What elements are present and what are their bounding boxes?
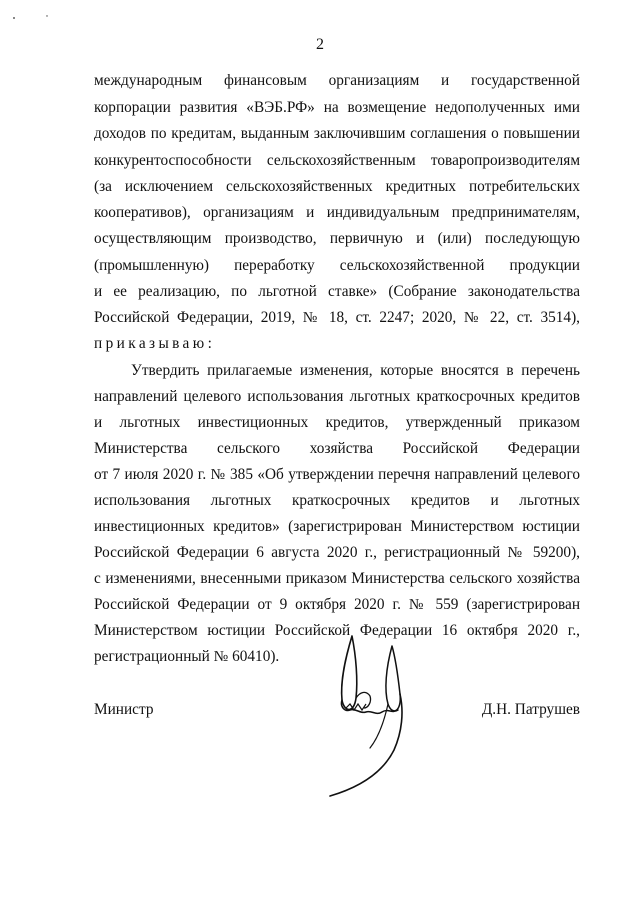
text-line: корпорации развития «ВЭБ.РФ» на возмещение недополученных ими	[94, 99, 580, 116]
text-line: доходов по кредитам, выданным заключившим соглашения о повышении	[94, 125, 580, 142]
page-number: 2	[316, 36, 324, 53]
handwritten-signature	[300, 628, 430, 798]
text-line: Утвердить прилагаемые изменения, которые вносятся в перечень	[131, 362, 580, 379]
text-line: Российской Федерации 6 августа 2020 г., регистрационный № 59200),	[94, 544, 580, 561]
signatory-name: Д.Н. Патрушев	[481, 701, 580, 718]
text-line: и льготных инвестиционных кредитов, утвержденный приказом	[94, 414, 580, 431]
text-line: Российской Федерации от 9 октября 2020 г. № 559 (зарегистрирован	[94, 596, 580, 613]
signatory-title: Министр	[94, 701, 154, 718]
text-line: инвестиционных кредитов» (зарегистрирован Министерством юстиции	[94, 518, 580, 535]
text-line: от 7 июля 2020 г. № 385 «Об утверждении перечня направлений целевого	[94, 466, 580, 483]
text-line: направлений целевого использования льготных краткосрочных кредитов	[94, 388, 580, 405]
text-line: Российской Федерации, 2019, № 18, ст. 2247; 2020, № 22, ст. 3514),	[94, 309, 580, 326]
text-line: (промышленную) переработку сельскохозяйственной продукции	[94, 257, 580, 274]
text-line: регистрационный № 60410).	[94, 648, 280, 665]
text-line: осуществляющим производство, первичную и (или) последующую	[94, 230, 580, 247]
text-line: Министерством юстиции Российской Федерации 16 октября 2020 г.,	[94, 622, 580, 639]
text-line: (за исключением сельскохозяйственных кредитных потребительских	[94, 178, 580, 195]
text-line: конкурентоспособности сельскохозяйственным товаропроизводителям	[94, 152, 580, 169]
text-line: и ее реализацию, по льготной ставке» (Собрание законодательства	[94, 283, 580, 300]
text-line: кооперативов), организациям и индивидуальным предпринимателям,	[94, 204, 580, 221]
text-line: с изменениями, внесенными приказом Министерства сельского хозяйства	[94, 570, 580, 587]
order-word: приказываю:	[94, 335, 216, 352]
text-line: международным финансовым организациям и государственной	[94, 72, 580, 89]
text-line: использования льготных краткосрочных кредитов и льготных	[94, 492, 580, 509]
scan-specks	[0, 0, 100, 40]
text-line: Министерства сельского хозяйства Российской Федерации	[94, 440, 580, 457]
